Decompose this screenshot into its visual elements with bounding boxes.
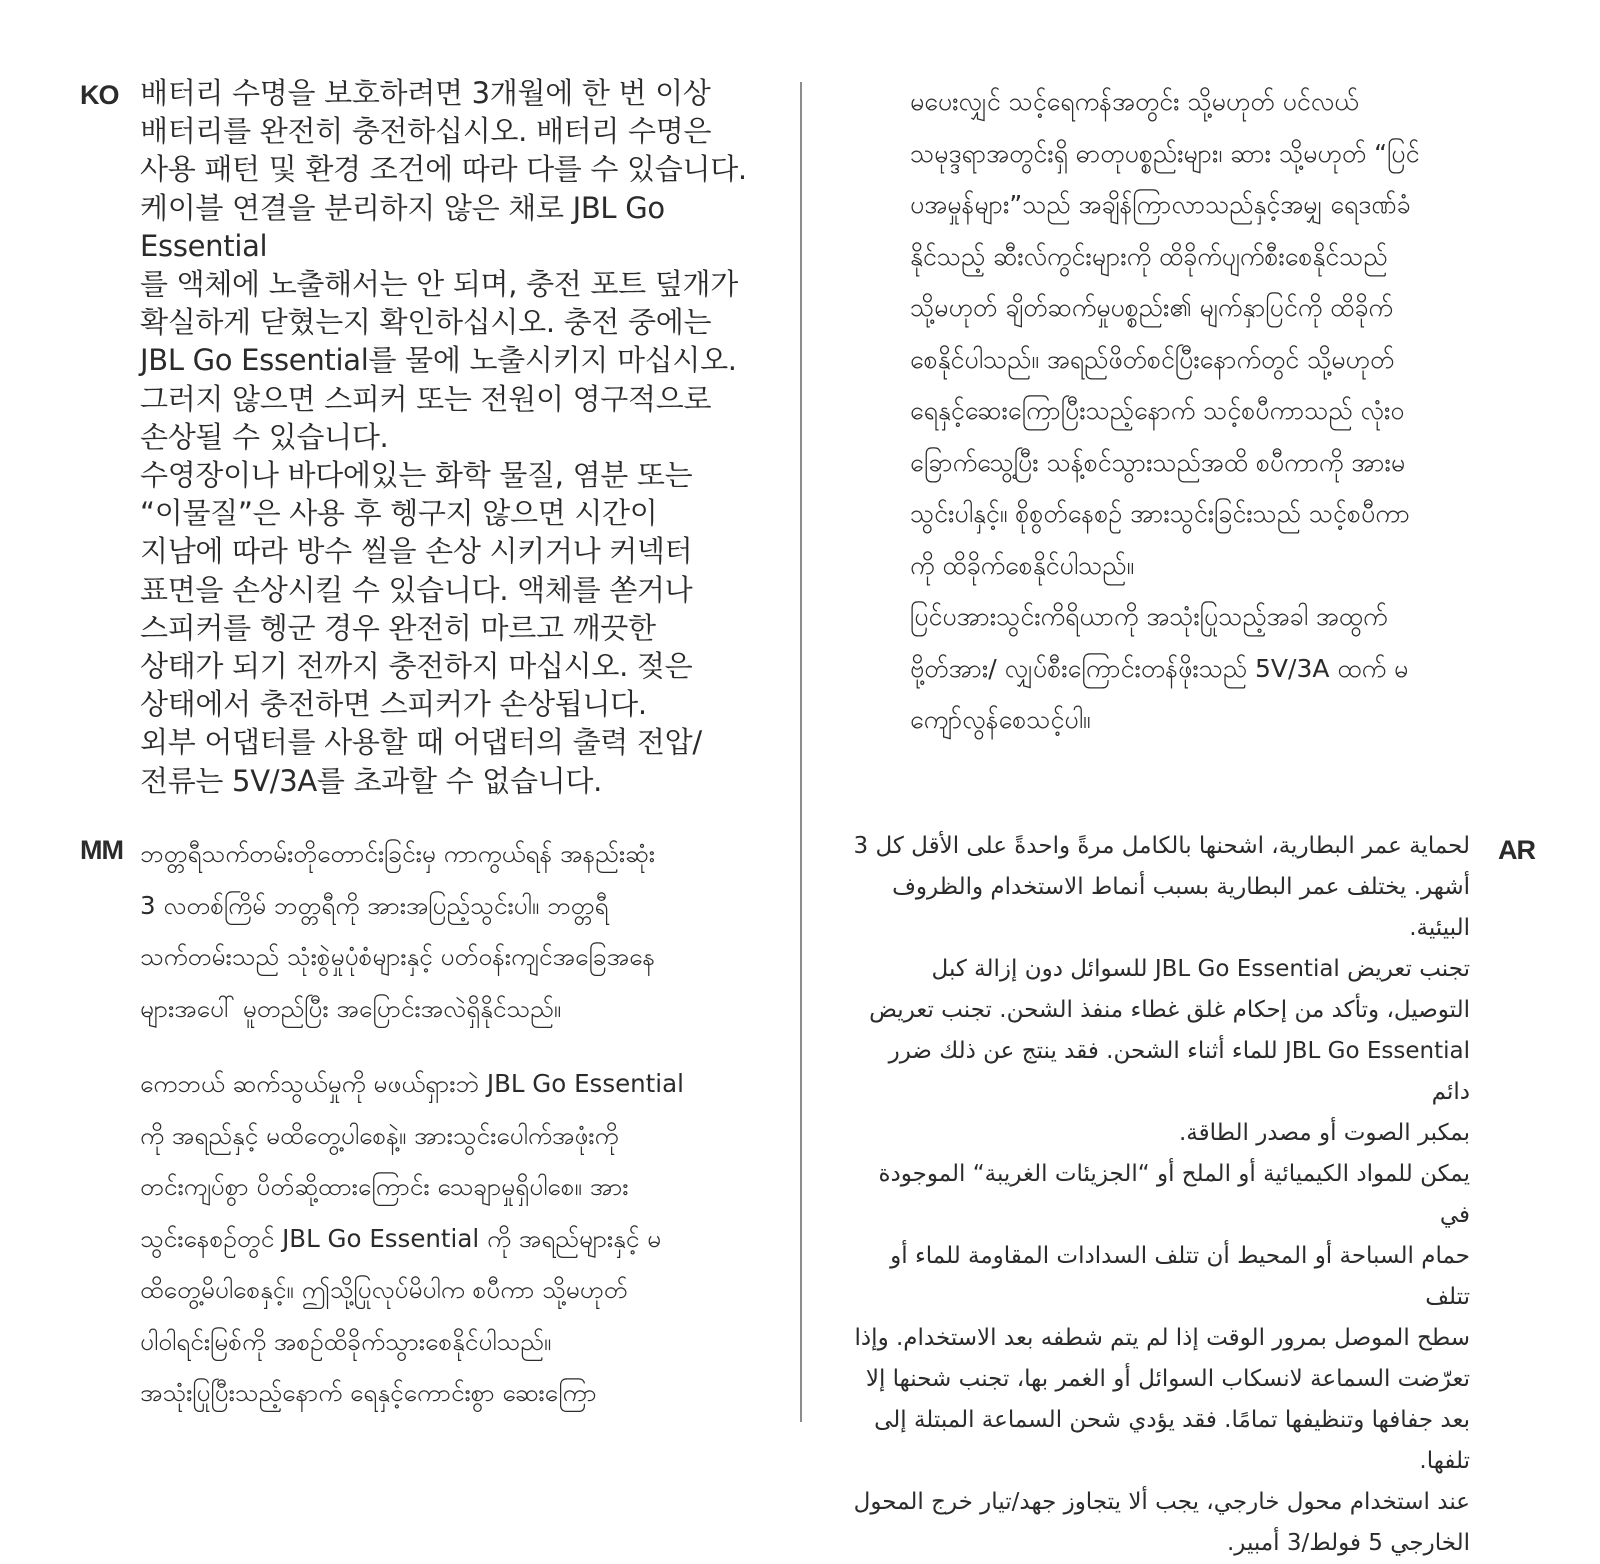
- myanmar-paragraph-2: ကေဘယ် ဆက်သွယ်မှုကို မဖယ်ရှားဘဲ JBL Go Essential ကို အရည်နှင့် မထိတွေ့ပါစေနဲ့။ အားသွင်းပေါက်အဖုံးကို တင်းကျပ်စွာ ပိတ်ဆို့ထားကြောင်း သေချာမှုရှိပါစေ။ အား သွင်းနေစဉ်တွင် JBL Go Essential ကို အရည်များနှင့် မ ထိတွေ့မိပါစေနှင့်။ ဤသို့ပြုလုပ်မိပါက စပီကာ သို့မဟုတ် ပါဝါရင်းမြစ်ကို အစဉ်ထိခိုက်သွားစေနိုင်ပါသည်။ အသုံးပြုပြီးသည့်နောက် ရေနှင့်ကောင်းစွာ ဆေးကြော: [140, 1069, 684, 1407]
- column-divider: [800, 82, 802, 1422]
- korean-text-block: [140, 74, 760, 800]
- myanmar-text-block-2: [140, 1058, 780, 1419]
- myanmar-paragraph-1: ဘတ္တရီသက်တမ်းတိုတောင်းခြင်းမှ ကာကွယ်ရန် အနည်းဆုံး 3 လတစ်ကြိမ် ဘတ္တရီကို အားအပြည့်သွင်းပါ။ ဘတ္တရီ သက်တမ်းသည် သုံးစွဲမှုပုံစံများနှင့် ပတ်ဝန်းကျင်အခြေအနေ များအပေါ် မူတည်ပြီး အပြောင်းအလဲရှိနိုင်သည်။: [140, 839, 656, 1023]
- arabic-paragraph: لحماية عمر البطارية، اشحنها بالكامل مرةً واحدةً على الأقل كل 3 أشهر. يختلف عمر البطارية بسبب أنماط الاستخدام والظروف البيئية. تجنب تعريض JBL Go Essential للسوائل دون إزالة كبل التوصيل، وتأكد من إحكام غلق غطاء منفذ الشحن. تجنب تعريض JBL Go Essential للماء أثناء الشحن. فقد ينتج عن ذلك ضرر دائم بمكبر الصوت أو مصدر الطاقة. يمكن للمواد الكيميائية أو الملح أو “الجزيئات الغريبة“ الموجودة في حمام السباحة أو المحيط أن تتلف السدادات المقاومة للماء أو تتلف سطح الموصل بمرور الوقت إذا لم يتم شطفه بعد الاستخدام. وإذا تعرّضت السماعة لانسكاب السوائل أو الغمر بها، تجنب شحنها إلا بعد جفافها وتنظيفها تمامًا. فقد يؤدي شحن السماعة المبتلة إلى تلفها. عند استخدام محول خارجي، يجب ألا يتجاوز جهد/تيار خرج المحول الخارجي 5 فولط/3 أمبير.: [853, 833, 1470, 1556]
- myanmar-continued-paragraph: မပေးလျှင် သင့်ရေကန်အတွင်း သို့မဟုတ် ပင်လယ် သမုဒ္ဒရာအတွင်းရှိ ဓာတုပစ္စည်းများ၊ ဆား သို့မဟုတ် “ပြင် ပအမှုန်များ”သည် အချိန်ကြာလာသည်နှင့်အမျှ ရေဒဏ်ခံ နိုင်သည့် ဆီးလ်ကွင်းများကို ထိခိုက်ပျက်စီးစေနိုင်သည် သို့မဟုတ် ချိတ်ဆက်မှုပစ္စည်း၏ မျက်နှာပြင်ကို ထိခိုက် စေနိုင်ပါသည်။ အရည်ဖိတ်စင်ပြီးနောက်တွင် သို့မဟုတ် ရေနှင့်ဆေးကြောပြီးသည့်နောက် သင့်စပီကာသည် လုံးဝ ခြောက်သွေ့ပြီး သန့်စင်သွားသည်အထိ စပီကာကို အားမ သွင်းပါနှင့်။ စိုစွတ်နေစဉ် အားသွင်းခြင်းသည် သင့်စပီကာ ကို ထိခိုက်စေနိုင်ပါသည်။ ပြင်ပအားသွင်းကိရိယာကို အသုံးပြုသည့်အခါ အထွက် ဗို့တ်အား/ လျှပ်စီးကြောင်းတန်ဖိုးသည် 5V/3A ထက် မ ကျော်လွန်စေသင့်ပါ။: [910, 87, 1420, 734]
- language-code-ko: KO: [80, 80, 119, 110]
- language-code-ar: AR: [1498, 835, 1535, 865]
- language-code-mm: MM: [80, 835, 123, 865]
- myanmar-text-block-1: [140, 828, 780, 1034]
- myanmar-continued-text-block: [910, 76, 1530, 746]
- korean-paragraph: 배터리 수명을 보호하려면 3개월에 한 번 이상 배터리를 완전히 충전하십시오. 배터리 수명은 사용 패턴 및 환경 조건에 따라 다를 수 있습니다. 케이블 연결을 분리하지 않은 채로 JBL Go Essential 를 액체에 노출해서는 안 되며, 충전 포트 덮개가 확실하게 닫혔는지 확인하십시오. 충전 중에는 JBL Go Essential를 물에 노출시키지 마십시오. 그러지 않으면 스피커 또는 전원이 영구적으로 손상될 수 있습니다. 수영장이나 바다에있는 화학 물질, 염분 또는 “이물질”은 사용 후 헹구지 않으면 시간이 지남에 따라 방수 씰을 손상 시키거나 커넥터 표면을 손상시킬 수 있습니다. 액체를 쏟거나 스피커를 헹군 경우 완전히 마르고 깨끗한 상태가 되기 전까지 충전하지 마십시오. 젖은 상태에서 충전하면 스피커가 손상됩니다. 외부 어댑터를 사용할 때 어댑터의 출력 전압/ 전류는 5V/3A를 초과할 수 없습니다.: [140, 76, 747, 798]
- arabic-text-block: [850, 826, 1470, 1564]
